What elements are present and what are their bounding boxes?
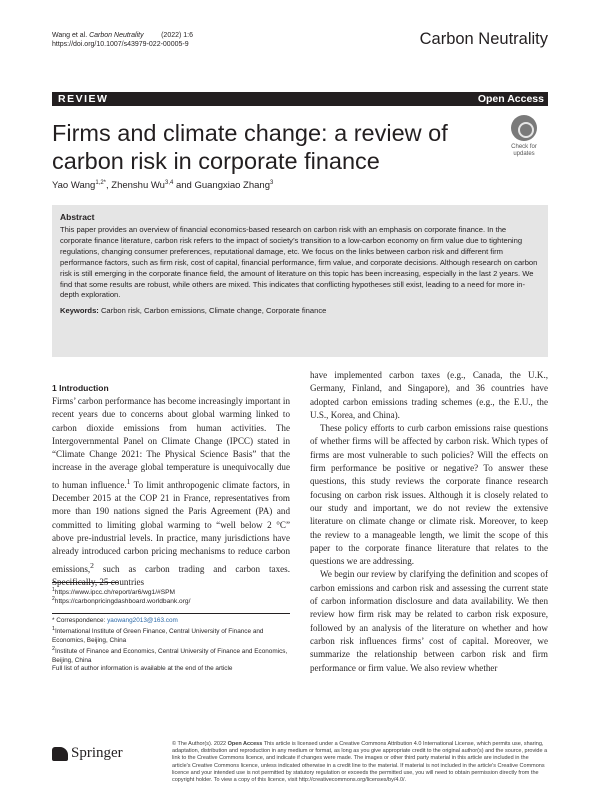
author-name[interactable]: Guangxiao Zhang (194, 180, 270, 192)
open-access-label: Open Access (477, 93, 544, 105)
section-heading: 1 Introduction (52, 383, 109, 393)
left-column (52, 382, 290, 589)
publisher-logo (52, 745, 123, 762)
body-paragraph: have implemented carbon taxes (e.g., Canada, the U.K., Germany, Finland, and Singapore), and 36 countries have adopted carbon emissions trading schemes (e.g., the E.U., the U.S., Korea, and China). (310, 370, 548, 420)
author-separator: , (106, 180, 112, 192)
footnote-link[interactable]: https://carbonpricingdashboard.worldbank.org/ (54, 598, 191, 606)
author-info-note: Full list of author information is available at the end of the article (52, 665, 233, 673)
keywords (60, 306, 540, 315)
article-type-band (52, 92, 548, 106)
springer-horse-icon (52, 747, 68, 761)
keywords-list: Carbon risk, Carbon emissions, Climate change, Corporate finance (100, 306, 327, 316)
author-affiliation: 3,4 (164, 180, 174, 186)
correspondence-label: * Correspondence: (52, 617, 108, 624)
affiliation: Institute of Finance and Economics, Central University of Finance and Economics, Beijing, China (52, 648, 288, 664)
article-type: REVIEW (58, 93, 109, 105)
check-updates-label: Check for updates (511, 144, 537, 157)
license-text: This article is licensed under a Creative Commons Attribution 4.0 International License, which permits use, sharing, adaptation, distribution and reproduction in any medium or format, as long as you give appropriate credit to the original author(s) and the source, provide a link to the Creative Commons licence, and indicate if changes were made. The images or other third party material in this article are included in the article's Creative Commons licence, unless indicated otherwise in a credit line to the material. If material is not included in the article's Creative Commons licence and your intended use is not permitted by statutory regulation or exceeds the permitted use, you will need to obtain permission directly from the copyright holder. To view a copy of this licence, visit http://creativecommons.org/licenses/by/4.0/. (172, 741, 548, 784)
article-title: Firms and climate change: a review of carbon risk in corporate finance (52, 120, 448, 174)
correspondence-block (52, 617, 292, 674)
affiliation-number: 2 (52, 646, 55, 653)
right-column (310, 369, 548, 675)
correspondence-divider (52, 613, 290, 614)
affiliation-number: 1 (52, 626, 55, 633)
footnote-number: 2 (52, 596, 55, 602)
publisher-name: Springer (71, 745, 123, 761)
correspondence-email[interactable]: yaowang2013@163.com (107, 617, 178, 624)
author-name[interactable]: Yao Wang (52, 180, 96, 192)
copyright-text: © The Author(s). 2022 (172, 741, 228, 747)
open-access-bold: Open Access (227, 741, 263, 747)
footnote-number: 1 (52, 587, 55, 593)
doi-link[interactable]: https://doi.org/10.1007/s43979-022-00005-9 (52, 41, 189, 48)
abstract-text: This paper provides an overview of financial economics-based research on carbon risk with an emphasis on corporate finance. In the corporate finance literature, carbon risk refers to the impact of society’s transition to a low-carbon economy on firm value due to tightening regulations, changing consumer preferences, reputational damage, etc. We focus on the links between carbon risk and different firm performance factors, such as firm risk, cost of capital, financial performance, firm value, and corporate decisions. Although research on carbon risk is still emerging in the corporate finance field, the amount of literature on this topic has been increasing, especially in the last 2 years. We find that some results are robust, while others are mixed. This indicates that conflicting hypotheses still exist, leading to a need for more in-depth exploration. (60, 225, 538, 300)
footnote-link[interactable]: https://www.ipcc.ch/report/ar6/wg1/#SPM (54, 589, 175, 597)
running-header (52, 31, 193, 49)
author-affiliation: 1,2* (95, 180, 106, 186)
license-notice (172, 741, 548, 784)
citation-journal: Carbon Neutrality (89, 32, 144, 39)
body-text: To limit anthropogenic climate factors, in December 2015 at the COP 21 in France, representatives from more than 190 nations signed the Paris Agreement (PA) and committed to limiting global warming to “well below 2 °C” above pre-industrial levels. In practice, many jurisdictions have already introduced carbon pricing mechanisms to reduce carbon emissions, (52, 479, 290, 574)
body-paragraph (52, 395, 290, 589)
affiliation: International Institute of Green Finance, Central University of Finance and Economics, Beijing, China (52, 628, 264, 644)
journal-name: Carbon Neutrality (419, 30, 548, 48)
abstract-heading: Abstract (60, 212, 95, 222)
author-affiliation: 3 (270, 180, 274, 186)
footnote-divider (52, 582, 118, 583)
body-text: such as carbon trading and carbon taxes. Specifically, 25 countries (52, 563, 290, 587)
footnote (52, 595, 190, 607)
author-name[interactable]: Zhenshu Wu (111, 180, 165, 192)
author-separator: and (173, 180, 195, 192)
body-paragraph: These policy efforts to curb carbon emissions raise questions of whether firms will be affected by carbon risk. Which types of firms are most vulnerable to such policies? Will the effects on firm performance be positive or negative? To answer these questions, this study reviews the corporate finance research focusing on carbon risk issues. Although it is closely related to our study and important, we do not review the extensive literature on climate change or climate risk. Moreover, to keep the review to a manageable length, we limit the scope of this paper to the corporate finance literature that relates to the questions we are addressing. (310, 423, 548, 567)
check-updates-icon (511, 115, 537, 141)
body-paragraph: We begin our review by clarifying the definition and scopes of carbon emissions and carbon risk and assessing the current state of carbon information disclosure and data availability. We then review how firm risk may be related to carbon risk exposure, followed by an analysis of the literature on whether and how carbon risk influences firms’ cost of capital. Moreover, we summarize the relationship between carbon risk and firm performance or firm value. We also review whether (310, 569, 548, 673)
citation-authors: Wang et al. (52, 32, 88, 39)
footnote-ref[interactable]: 2 (90, 560, 94, 570)
keywords-label: Keywords: (60, 306, 99, 316)
citation-volume: (2022) 1:6 (161, 32, 194, 39)
body-text: Firms’ carbon performance has become increasingly important in recent years due to concerns about global warming linked to carbon dioxide emissions from human activities. The Intergovernmental Panel on Climate Change (IPCC) stated in “Climate Change 2021: The Physical Science Basis” that the increase in the average global temperature is unequivocally due to human influence. (52, 396, 290, 490)
footnote-ref[interactable]: 1 (126, 476, 131, 486)
check-for-updates-button[interactable] (504, 115, 544, 158)
abstract-box (52, 205, 548, 357)
author-list (52, 180, 273, 191)
